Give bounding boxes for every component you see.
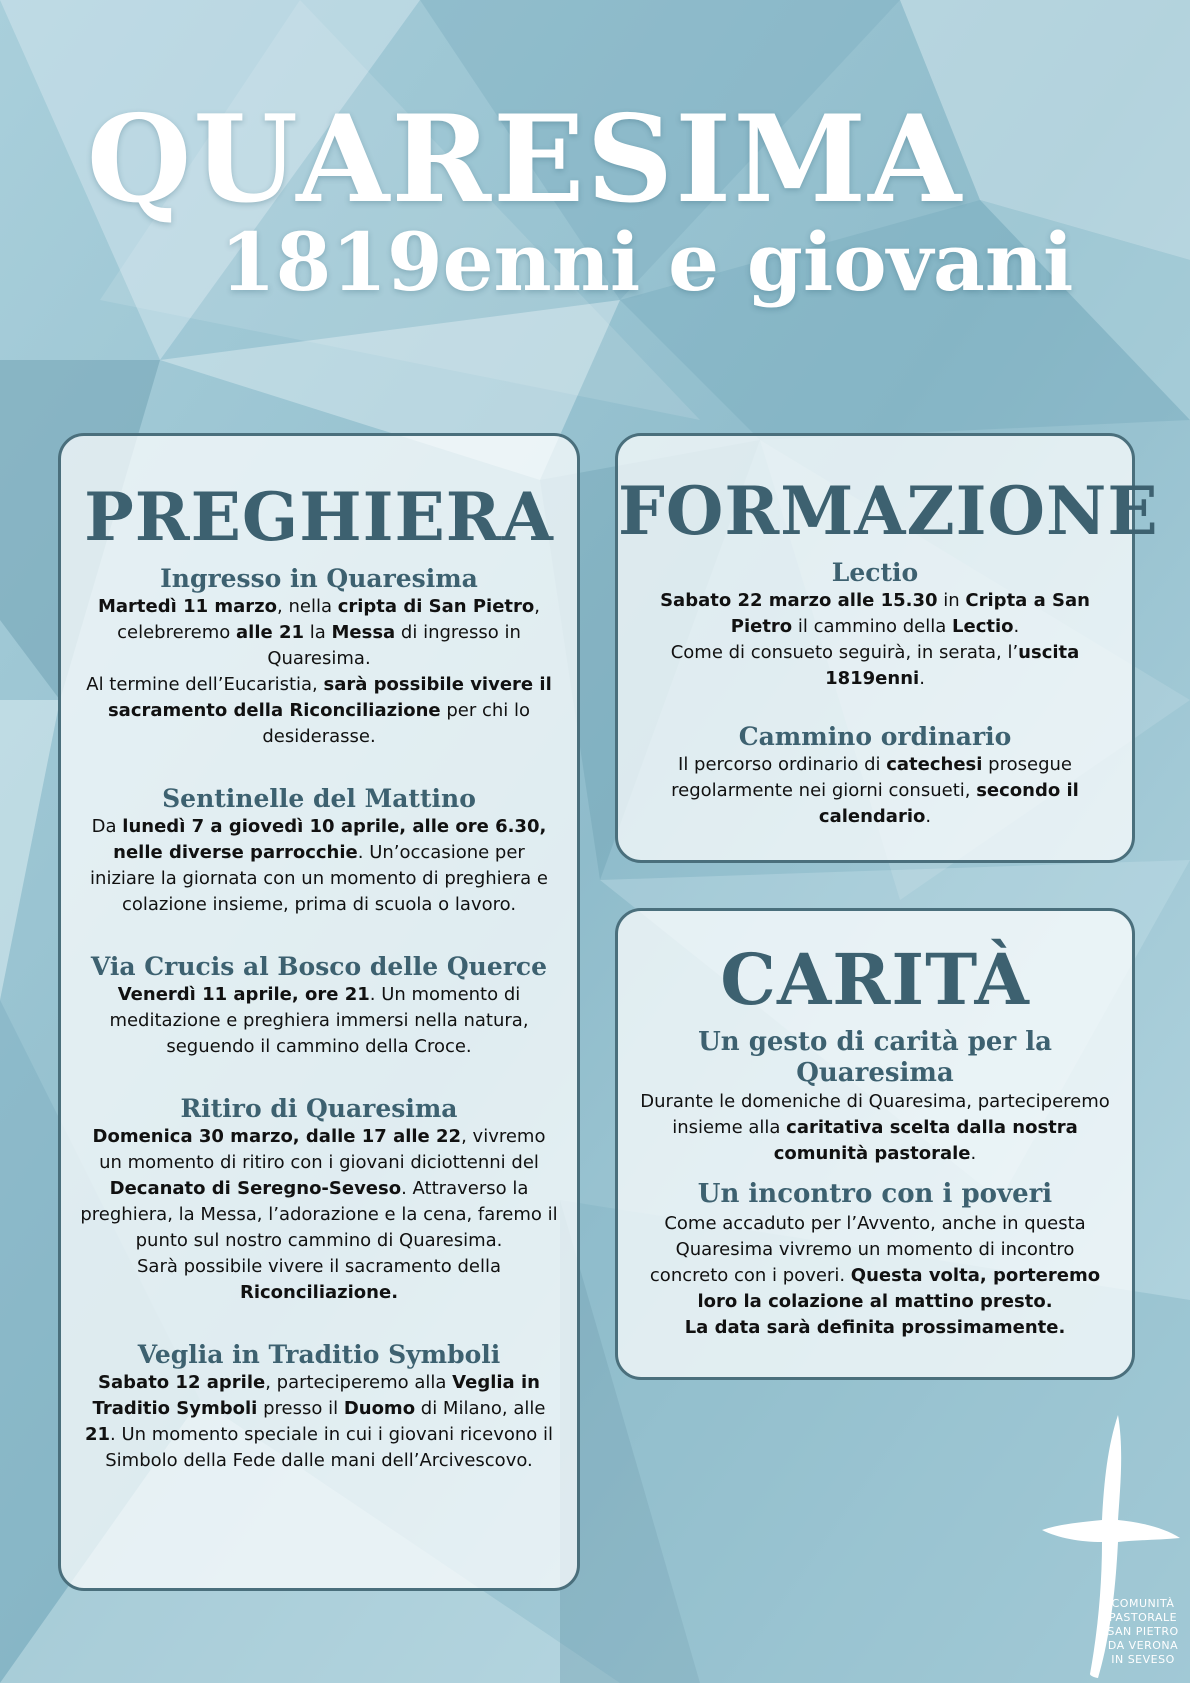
emphasis-text: Lectio	[952, 616, 1014, 637]
page-subtitle: 1819enni e giovani	[220, 215, 1074, 309]
preghiera-section	[61, 784, 577, 918]
logo-line: DA VERONA	[1107, 1639, 1179, 1652]
emphasis-text: Venerdì 11 aprile, ore 21	[117, 984, 370, 1005]
emphasis-text: secondo il calendario	[818, 780, 1079, 827]
preghiera-title: PREGHIERA	[84, 478, 554, 556]
logo-caption	[1098, 1597, 1188, 1667]
logo-line: IN SEVESO	[1111, 1653, 1175, 1666]
emphasis-text: Duomo	[343, 1398, 416, 1419]
emphasis-text: uscita 1819enni	[825, 642, 1080, 689]
formazione-card	[615, 433, 1159, 863]
section-heading: Lectio	[831, 558, 919, 587]
carita-title: CARITÀ	[720, 938, 1030, 1021]
emphasis-text: Questa volta, porteremo loro la colazione al mattino presto.	[697, 1264, 1101, 1312]
section-heading: Ritiro di Quaresima	[180, 1094, 458, 1123]
section-heading: Veglia in Traditio Symboli	[137, 1340, 501, 1369]
carita-card	[615, 908, 1135, 1380]
emphasis-text: Messa	[331, 622, 396, 643]
section-text: Come accaduto per l’Avvento, anche in questa Quaresima vivremo un momento di incontro concreto con i poveri. Questa volta, porteremo loro la colazione al mattino presto. La data sarà definita prossimamente.	[649, 1212, 1101, 1338]
section-text: Venerdì 11 aprile, ore 21. Un momento di meditazione e preghiera immersi nella natura, seguendo il cammino della Croce.	[109, 984, 529, 1057]
preghiera-section	[61, 1094, 577, 1306]
emphasis-text: lunedì 7 a giovedì 10 aprile, alle ore 6.30, nelle diverse parrocchie	[113, 816, 547, 863]
page-title: QUARESIMA	[86, 89, 964, 230]
carita-section	[618, 1179, 1132, 1340]
section-text: Il percorso ordinario di catechesi prosegue regolarmente nei giorni consueti, secondo il calendario.	[671, 754, 1079, 827]
emphasis-text: alle 21	[236, 622, 305, 643]
formazione-section	[618, 722, 1132, 830]
section-text: Da lunedì 7 a giovedì 10 aprile, alle ore 6.30, nelle diverse parrocchie. Un’occasione per iniziare la giornata con un momento di preghiera e colazione insieme, prima di scuola o lavoro.	[90, 816, 548, 915]
emphasis-text: Decanato di Seregno-Seveso	[109, 1178, 402, 1199]
emphasis-text: sarà possibile vivere il sacramento della Riconciliazione	[107, 674, 552, 721]
section-heading: Ingresso in Quaresima	[160, 564, 478, 593]
emphasis-text: La data sarà definita prossimamente.	[684, 1316, 1066, 1338]
emphasis-text: cripta di San Pietro	[337, 596, 535, 617]
section-heading: Sentinelle del Mattino	[162, 784, 476, 813]
preghiera-section	[61, 564, 577, 750]
preghiera-card	[58, 433, 580, 1591]
formazione-title: FORMAZIONE	[618, 472, 1159, 550]
section-text: Sabato 22 marzo alle 15.30 in Cripta a San Pietro il cammino della Lectio. Come di consueto seguirà, in serata, l’uscita 1819enni.	[660, 590, 1090, 689]
section-text: Sabato 12 aprile, parteciperemo alla Veglia in Traditio Symboli presso il Duomo di Milano, alle 21. Un momento speciale in cui i giovani ricevono il Simbolo della Fede dalle mani dell’Arcivescovo.	[84, 1372, 554, 1471]
preghiera-section	[61, 1340, 577, 1474]
carita-section	[618, 1027, 1132, 1167]
section-text: Domenica 30 marzo, dalle 17 alle 22, vivremo un momento di ritiro con i giovani diciottenni del Decanato di Seregno-Seveso. Attraverso la preghiera, la Messa, l’adorazione e la cena, faremo il punto sul nostro cammino di Quaresima. Sarà possibile vivere il sacramento della Riconciliazione.	[80, 1126, 558, 1303]
emphasis-text: Domenica 30 marzo, dalle 17 alle 22	[92, 1126, 462, 1147]
section-text: Durante le domeniche di Quaresima, parteciperemo insieme alla caritativa scelta dalla nostra comunità pastorale.	[640, 1091, 1110, 1165]
logo-line: SAN PIETRO	[1107, 1625, 1179, 1638]
logo-line: PASTORALE	[1108, 1611, 1178, 1624]
emphasis-text: Sabato 12 aprile	[98, 1372, 266, 1393]
preghiera-section	[61, 952, 577, 1060]
emphasis-text: Sabato 22 marzo alle 15.30	[660, 590, 938, 611]
emphasis-text: Martedì 11 marzo	[98, 596, 278, 617]
section-text: Martedì 11 marzo, nella cripta di San Pietro, celebreremo alle 21 la Messa di ingresso in Quaresima. Al termine dell’Eucaristia, sarà possibile vivere il sacramento della Riconciliazione per chi lo desiderasse.	[86, 596, 552, 747]
emphasis-text: Cripta a San Pietro	[730, 590, 1090, 637]
emphasis-text: 21	[84, 1424, 111, 1445]
section-heading: Via Crucis al Bosco delle Querce	[90, 952, 548, 981]
emphasis-text: Riconciliazione.	[239, 1282, 399, 1303]
emphasis-text: Veglia in Traditio Symboli	[92, 1372, 540, 1419]
formazione-section	[618, 558, 1132, 692]
section-heading: Cammino ordinario	[738, 722, 1012, 751]
section-heading: Un incontro con i poveri	[697, 1179, 1053, 1210]
section-heading: Un gesto di carità per la Quaresima	[698, 1027, 1052, 1089]
emphasis-text: caritativa scelta dalla nostra comunità pastorale	[773, 1117, 1078, 1165]
logo-line: COMUNITÀ	[1111, 1597, 1175, 1610]
emphasis-text: catechesi	[886, 754, 983, 775]
